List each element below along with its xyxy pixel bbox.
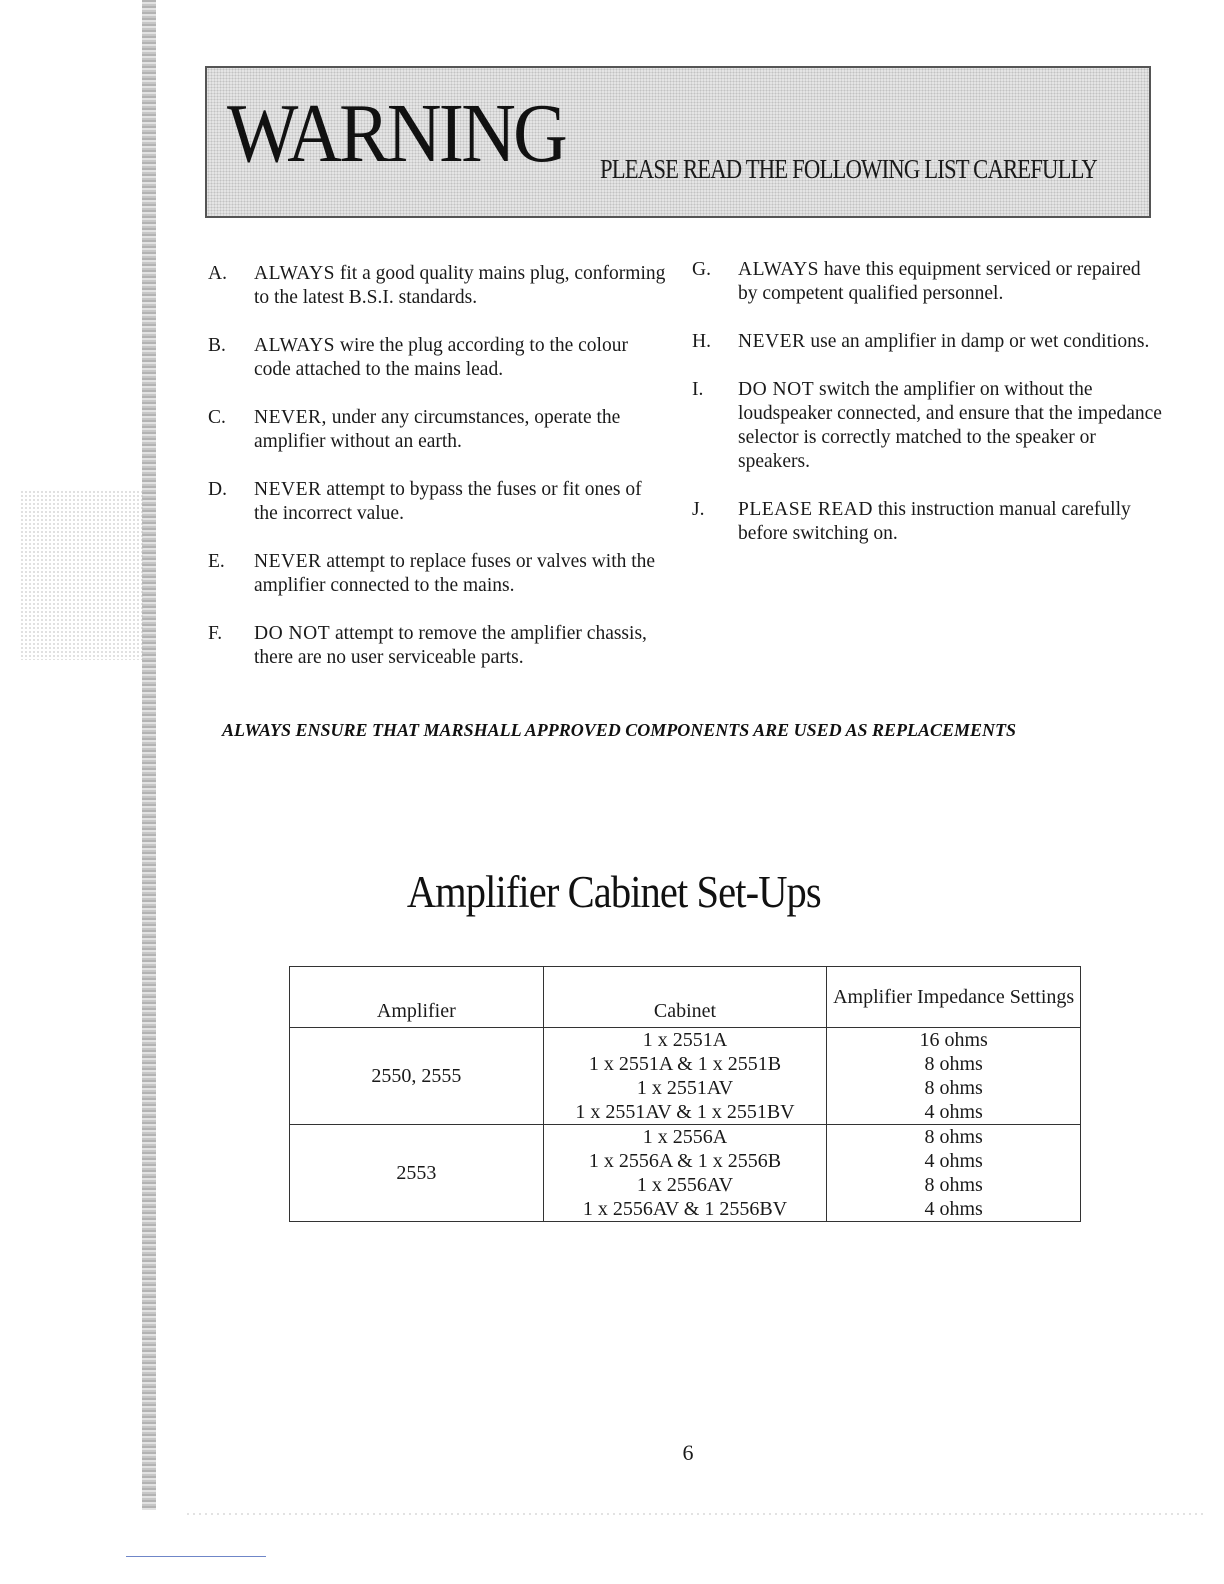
item-body: attempt to bypass the fuses or fit ones of the incorrect value. <box>254 479 642 524</box>
item-text <box>254 334 668 382</box>
header-amplifier: Amplifier <box>290 967 544 1028</box>
impedance-cell: 8 ohms <box>827 1173 1081 1197</box>
item-keyword: NEVER <box>254 551 322 572</box>
warning-item <box>208 550 668 598</box>
item-keyword: NEVER <box>254 479 322 500</box>
impedance-cell: 4 ohms <box>827 1149 1081 1173</box>
warning-item <box>692 330 1162 354</box>
item-text <box>738 498 1162 546</box>
item-text <box>254 622 668 670</box>
cabinet-cell: 1 x 2556A <box>543 1125 827 1150</box>
item-keyword: NEVER, <box>254 407 327 428</box>
item-text <box>738 330 1162 354</box>
item-keyword: PLEASE READ <box>738 499 873 520</box>
item-text <box>738 258 1162 306</box>
impedance-cell: 8 ohms <box>827 1125 1081 1150</box>
item-keyword: ALWAYS <box>254 263 336 284</box>
header-impedance: Amplifier Impedance Settings <box>827 967 1081 1028</box>
item-keyword: DO NOT <box>738 379 815 400</box>
warning-item <box>208 622 668 670</box>
cabinet-cell: 1 x 2556AV <box>543 1173 827 1197</box>
amplifier-cell: 2550, 2555 <box>290 1028 544 1125</box>
scan-speckle <box>20 490 145 660</box>
warning-item <box>208 478 668 526</box>
item-letter: G. <box>692 259 711 280</box>
binding-edge <box>142 0 156 1510</box>
warning-item <box>208 406 668 454</box>
cabinet-cell: 1 x 2551A <box>543 1028 827 1053</box>
impedance-cell: 8 ohms <box>827 1052 1081 1076</box>
item-body: under any circumstances, operate the amplifier without an earth. <box>254 407 621 452</box>
replacement-notice: ALWAYS ENSURE THAT MARSHALL APPROVED COMPONENTS ARE USED AS REPLACEMENTS <box>222 720 1017 740</box>
item-text <box>254 262 668 310</box>
cabinet-setups-table <box>289 966 1081 1222</box>
item-keyword: DO NOT <box>254 623 331 644</box>
item-body: attempt to remove the amplifier chassis, there are no user serviceable parts. <box>254 623 647 668</box>
item-keyword: ALWAYS <box>254 335 336 356</box>
warning-item <box>208 334 668 382</box>
item-letter: H. <box>692 331 711 352</box>
warning-item <box>692 258 1162 306</box>
cabinet-cell: 1 x 2551AV & 1 x 2551BV <box>543 1100 827 1125</box>
impedance-cell: 8 ohms <box>827 1076 1081 1100</box>
item-text <box>254 406 668 454</box>
item-body: wire the plug according to the colour code attached to the mains lead. <box>254 335 628 380</box>
warning-title: WARNING <box>227 87 566 180</box>
item-keyword: NEVER <box>738 331 806 352</box>
item-body: have this equipment serviced or repaired by competent qualified personnel. <box>738 259 1141 304</box>
cabinet-cell: 1 x 2551AV <box>543 1076 827 1100</box>
item-text <box>738 378 1162 474</box>
item-letter: C. <box>208 407 226 428</box>
warning-item <box>692 498 1162 546</box>
table-header-row <box>290 967 1081 1028</box>
item-text <box>254 550 668 598</box>
item-letter: I. <box>692 379 704 400</box>
table-row <box>290 1125 1081 1150</box>
impedance-cell: 4 ohms <box>827 1100 1081 1125</box>
scan-dots <box>185 1512 1205 1516</box>
page-number: 6 <box>682 1440 694 1465</box>
cabinet-cell: 1 x 2551A & 1 x 2551B <box>543 1052 827 1076</box>
warning-banner <box>205 66 1151 218</box>
warning-list-right <box>692 258 1162 570</box>
item-letter: B. <box>208 335 226 356</box>
warning-list-left <box>208 262 668 694</box>
item-text <box>254 478 668 526</box>
warning-subtitle: PLEASE READ THE FOLLOWING LIST CAREFULLY <box>600 154 1097 184</box>
table-row <box>290 1028 1081 1053</box>
item-letter: D. <box>208 479 227 500</box>
item-body: attempt to replace fuses or valves with the amplifier connected to the mains. <box>254 551 656 596</box>
item-body: this instruction manual carefully before switching on. <box>738 499 1131 544</box>
item-letter: F. <box>208 623 223 644</box>
item-letter: E. <box>208 551 225 572</box>
cabinet-cell: 1 x 2556AV & 1 2556BV <box>543 1197 827 1222</box>
cabinet-cell: 1 x 2556A & 1 x 2556B <box>543 1149 827 1173</box>
footer-rule <box>126 1556 266 1557</box>
item-letter: A. <box>208 263 227 284</box>
item-body: use an amplifier in damp or wet conditions. <box>810 331 1150 352</box>
header-cabinet: Cabinet <box>543 967 827 1028</box>
impedance-cell: 16 ohms <box>827 1028 1081 1053</box>
warning-item <box>692 378 1162 474</box>
warning-item <box>208 262 668 310</box>
section-title: Amplifier Cabinet Set-Ups <box>406 867 821 917</box>
impedance-cell: 4 ohms <box>827 1197 1081 1222</box>
item-letter: J. <box>692 499 705 520</box>
item-body: fit a good quality mains plug, conforming to the latest B.S.I. standards. <box>254 263 666 308</box>
amplifier-cell: 2553 <box>290 1125 544 1222</box>
item-body: switch the amplifier on without the loudspeaker connected, and ensure that the impedance selector is correctly matched to the speaker or speakers. <box>738 379 1162 472</box>
item-keyword: ALWAYS <box>738 259 820 280</box>
